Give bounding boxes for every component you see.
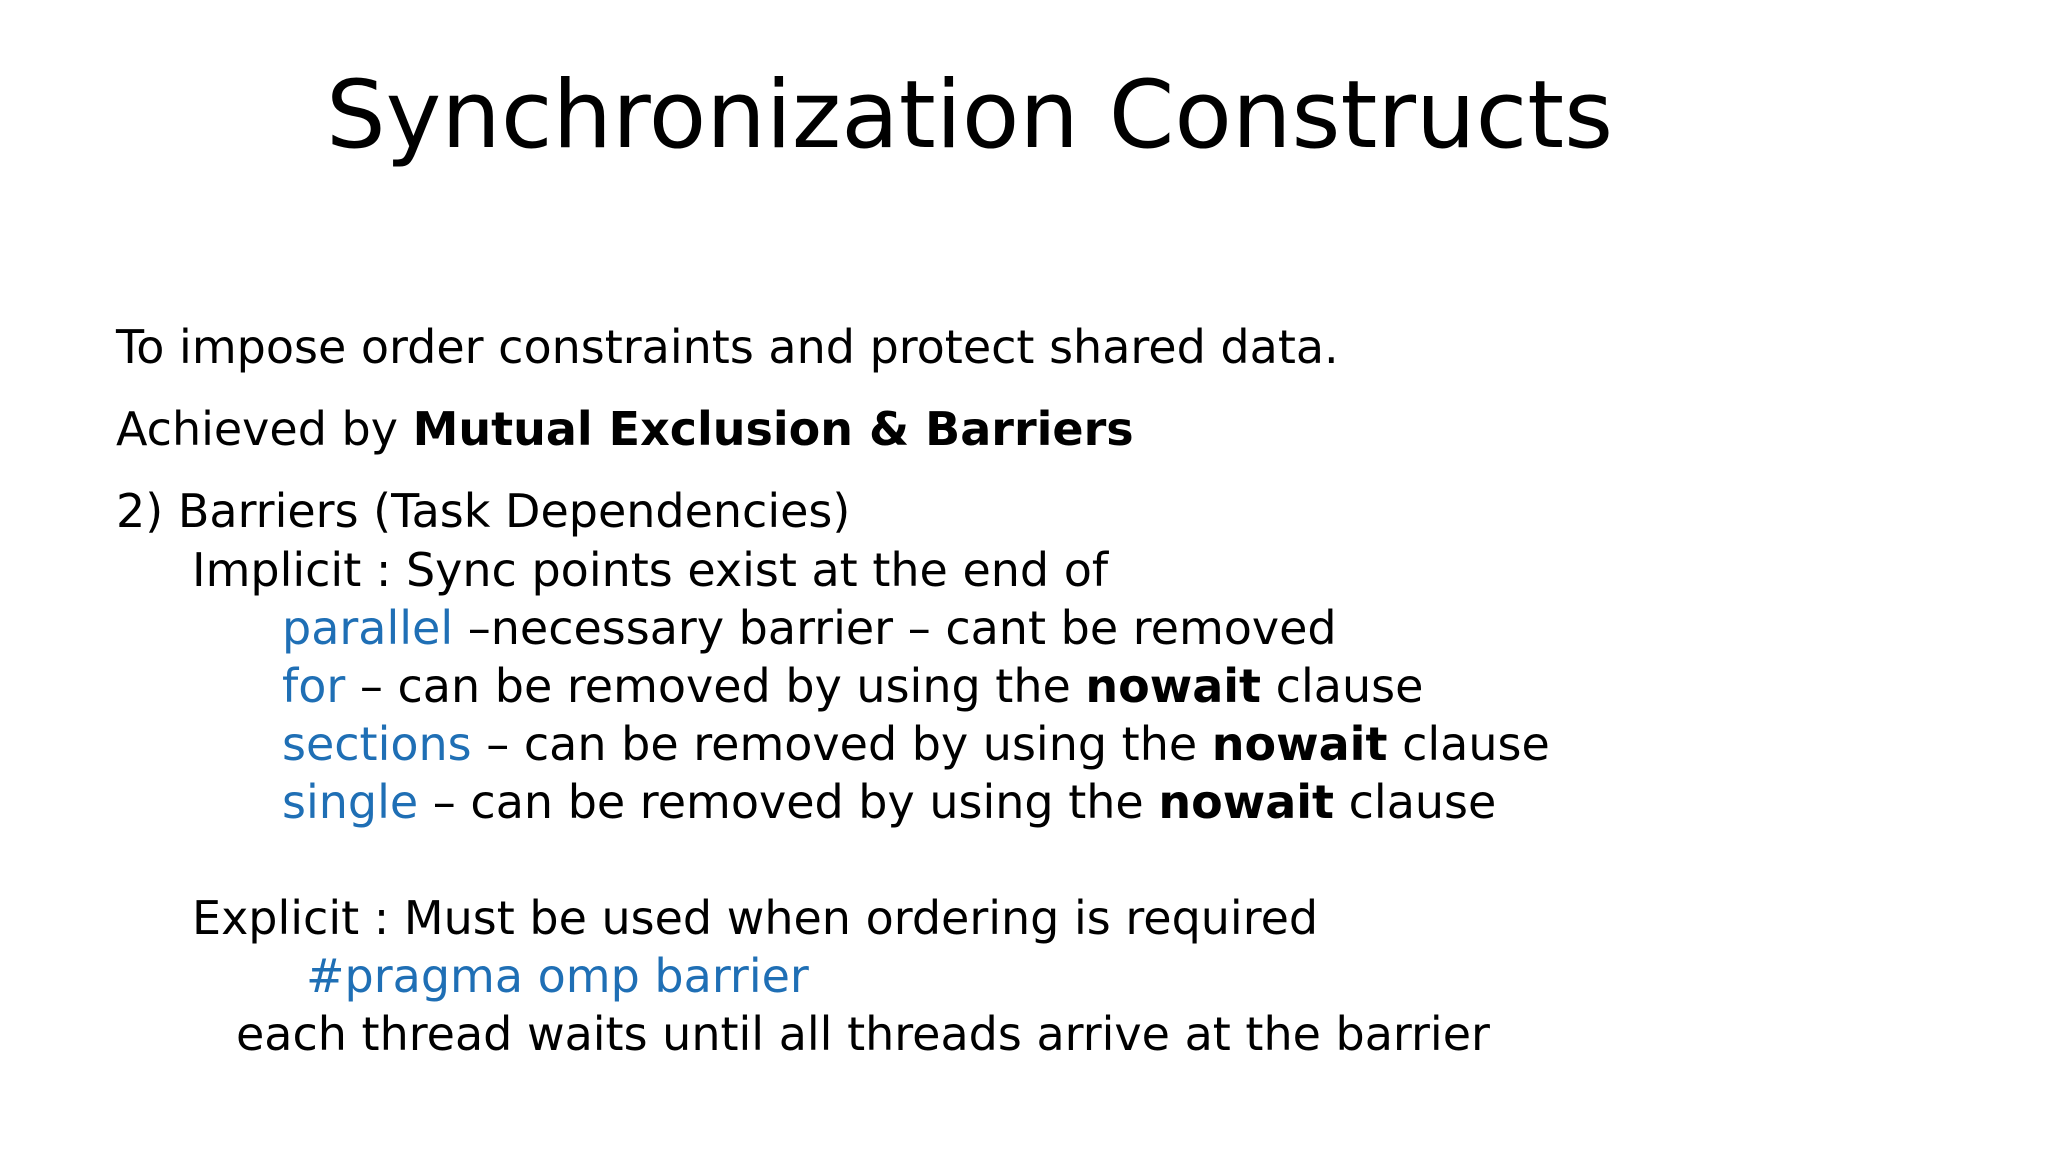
keyword-sections: sections — [282, 717, 472, 771]
achieved-bold: Mutual Exclusion & Barriers — [412, 402, 1134, 456]
explicit-note: each thread waits until all threads arrive at the barrier — [236, 1007, 1490, 1061]
keyword-for: for — [282, 659, 346, 713]
implicit-item-pre: – can be removed by using the — [471, 717, 1212, 771]
explicit-heading: Explicit : Must be used when ordering is required — [192, 891, 1319, 945]
implicit-item-post: clause — [1261, 659, 1424, 713]
keyword-parallel: parallel — [282, 601, 454, 655]
nowait-bold: nowait — [1211, 717, 1388, 771]
barriers-heading: 2) Barriers (Task Dependencies) — [116, 484, 851, 538]
implicit-item-text: –necessary barrier – cant be removed — [453, 601, 1337, 655]
implicit-item-post: clause — [1387, 717, 1550, 771]
implicit-item-pre: – can be removed by using the — [418, 775, 1159, 829]
implicit-item-pre: – can be removed by using the — [345, 659, 1086, 713]
nowait-bold: nowait — [1158, 775, 1334, 829]
slide-title: Synchronization Constructs — [326, 61, 1614, 170]
implicit-item-sections — [282, 715, 1550, 773]
implicit-heading: Implicit : Sync points exist at the end of — [192, 543, 1109, 597]
achieved-prefix: Achieved by — [116, 402, 413, 456]
nowait-bold: nowait — [1085, 659, 1262, 713]
implicit-item-post: clause — [1334, 775, 1497, 829]
implicit-item-single — [282, 773, 1496, 831]
intro-line: To impose order constraints and protect shared data. — [116, 320, 1339, 374]
achieved-line — [116, 400, 1134, 458]
implicit-item-parallel — [282, 599, 1337, 657]
explicit-code: #pragma omp barrier — [306, 949, 809, 1003]
keyword-single: single — [282, 775, 419, 829]
implicit-item-for — [282, 657, 1423, 715]
